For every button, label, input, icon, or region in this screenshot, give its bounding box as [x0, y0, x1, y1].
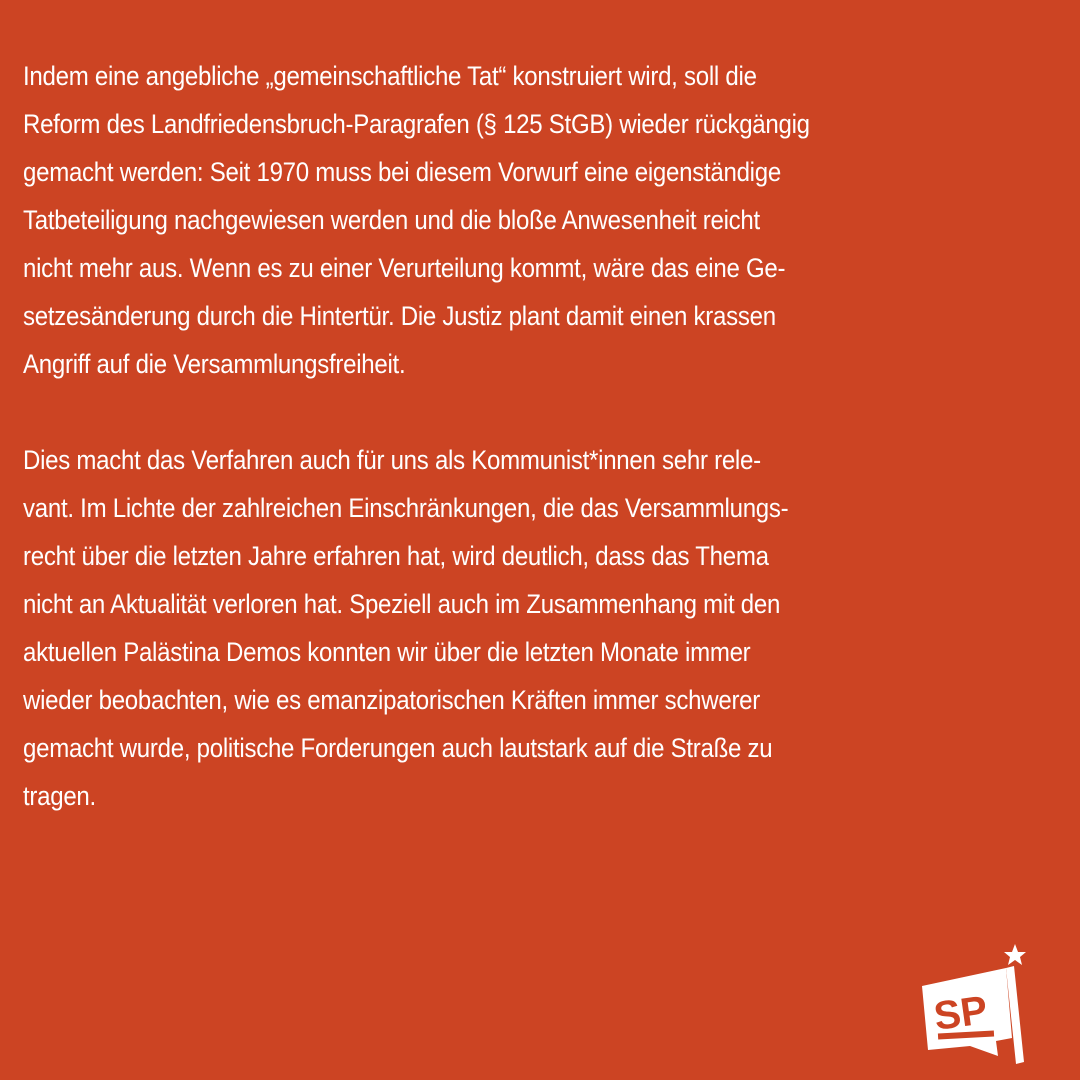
- text-line: wieder beobachten, wie es emanzipatorischen Kräften immer schwerer: [23, 685, 761, 715]
- logo-star: [1004, 944, 1026, 965]
- text-line: recht über die letzten Jahre erfahren hat, wird deutlich, dass das Thema: [23, 541, 769, 571]
- text-line: Reform des Landfriedensbruch-Paragrafen (§ 125 StGB) wieder rückgängig: [23, 109, 810, 139]
- text-line: Tatbeteiligung nachgewiesen werden und die bloße Anwesenheit reicht: [23, 205, 760, 235]
- text-line: nicht mehr aus. Wenn es zu einer Verurteilung kommt, wäre das eine Ge-: [23, 253, 786, 283]
- text-line: gemacht wurde, politische Forderungen auch lautstark auf die Straße zu: [23, 733, 773, 763]
- paragraph-2: [23, 436, 949, 820]
- text-line: Dies macht das Verfahren auch für uns als Kommunist*innen sehr rele-: [23, 445, 761, 475]
- text-line: Angriff auf die Versammlungsfreiheit.: [23, 349, 406, 379]
- text-line: nicht an Aktualität verloren hat. Speziell auch im Zusammenhang mit den: [23, 589, 781, 619]
- sp-flag-logo-icon: [914, 938, 1026, 1066]
- text-line: gemacht werden: Seit 1970 muss bei diesem Vorwurf eine eigenständige: [23, 157, 781, 187]
- text-line: aktuellen Palästina Demos konnten wir über die letzten Monate immer: [23, 637, 751, 667]
- text-line: tragen.: [23, 781, 96, 811]
- text-line: vant. Im Lichte der zahlreichen Einschränkungen, die das Versammlungs-: [23, 493, 789, 523]
- paragraph-1: [23, 52, 949, 388]
- text-line: setzesänderung durch die Hintertür. Die Justiz plant damit einen krassen: [23, 301, 776, 331]
- article-text: [23, 52, 949, 820]
- logo-text: SP: [931, 987, 991, 1039]
- text-line: Indem eine angebliche „gemeinschaftliche Tat“ konstruiert wird, soll die: [23, 61, 757, 91]
